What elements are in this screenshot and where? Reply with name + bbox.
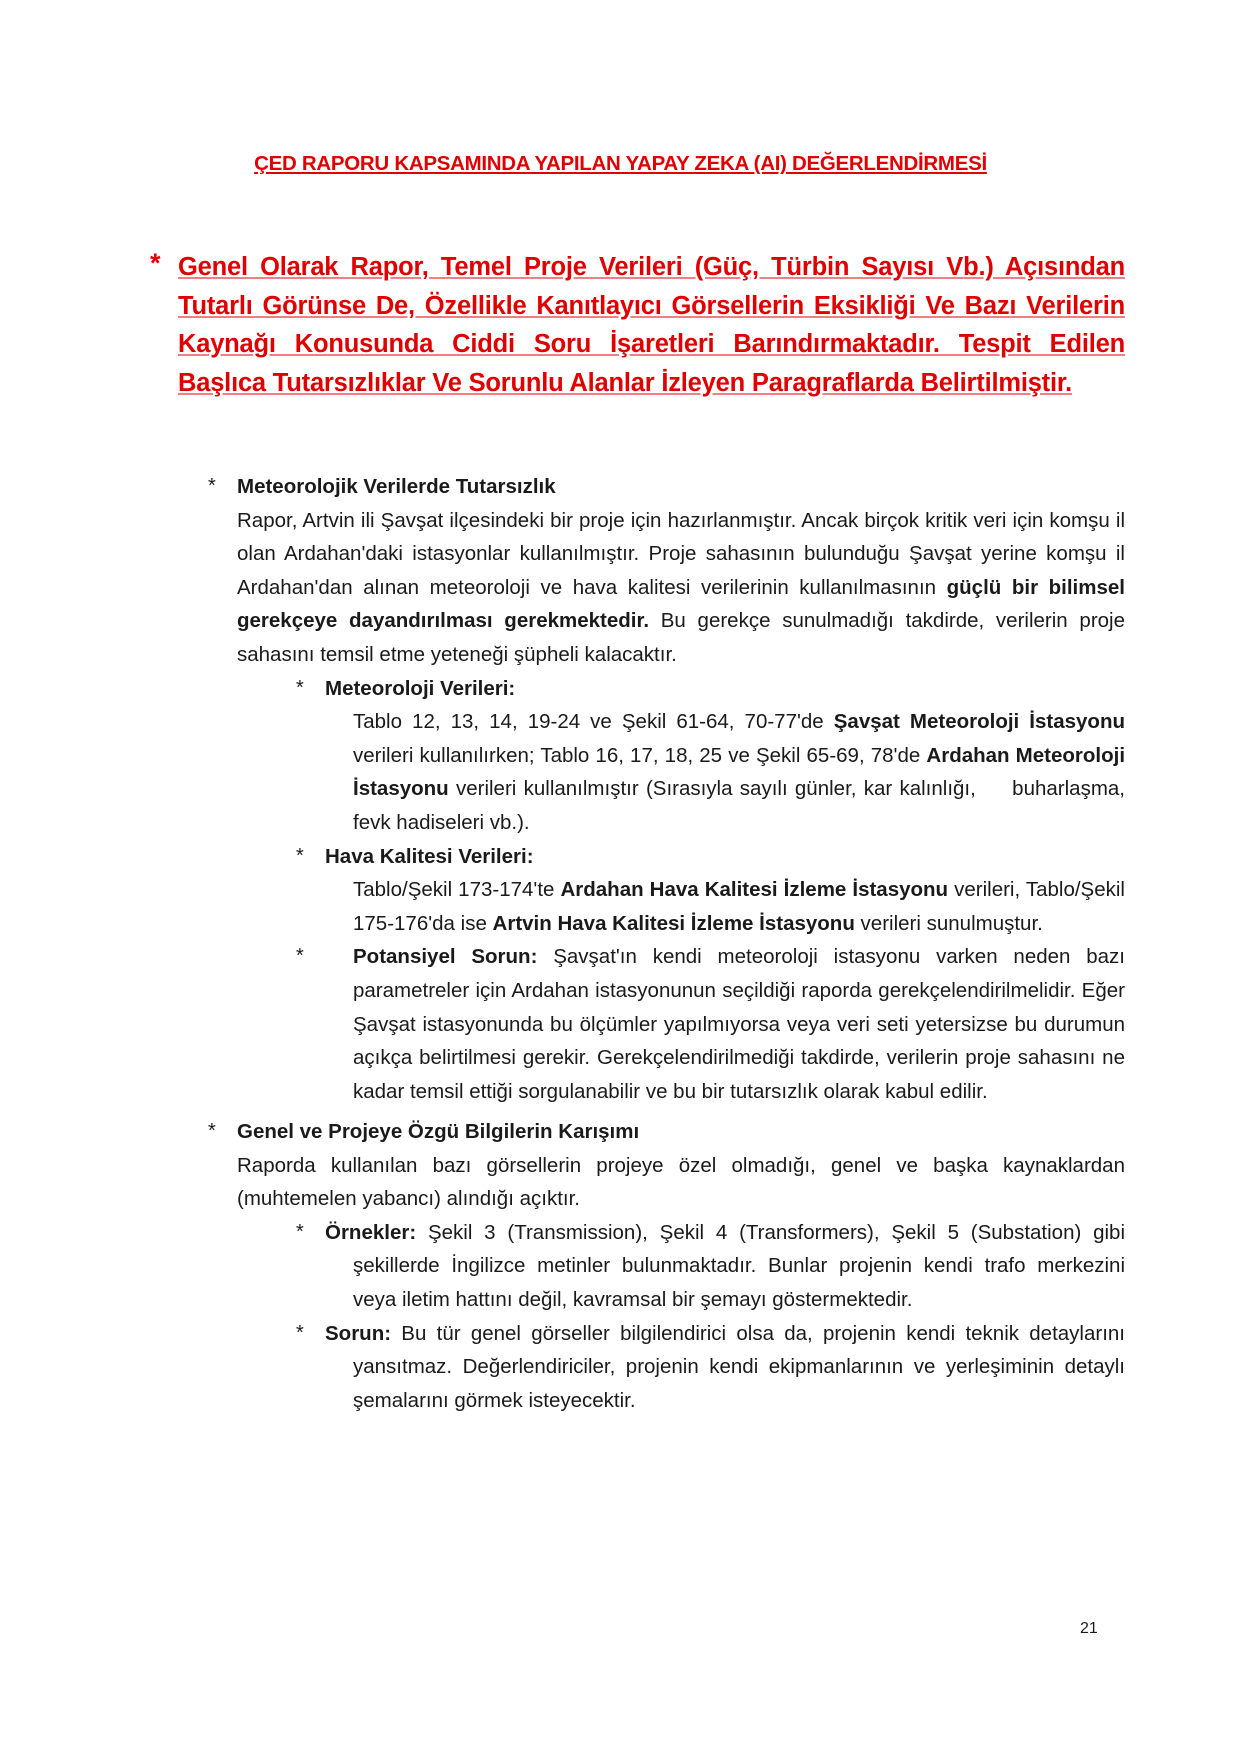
text: Tablo 12, 13, 14, 19-24 ve Şekil 61-64, 70-77'de (353, 710, 834, 734)
subitem-text (325, 1216, 1125, 1317)
subitem-text (353, 705, 1131, 839)
page-number: 21 (1080, 1620, 1098, 1637)
bullet-asterisk: * (208, 475, 216, 497)
text: verileri kullanılmıştır (Sırasıyla sayılı günler, kar kalınlığı, buharlaşma, fevk hadiseleri vb.). (353, 777, 1131, 834)
bullet-asterisk: * (296, 676, 304, 699)
section-heading: Meteorolojik Verilerde Tutarsızlık (237, 475, 556, 498)
subitem-text (325, 940, 1125, 1108)
subitem-air-quality-data (296, 840, 1125, 941)
text: Şavşat'ın kendi meteoroloji istasyonu varken neden bazı parametreler için Ardahan istasyonunun seçildiği raporda gerekçelendirilmelidir. Eğer Şavşat istasyonunda bu ölçümler yapılmıyorsa veya veri seti yetersizse bu durumun açıkça belirtilmesi gerekir. Gerekçelendirilmediği takdirde, verilerin proje sahasını ne kadar temsil ettiği sorgulanabilir ve bu bir tutarsızlık olarak kabul edilir. (353, 945, 1125, 1103)
subitem-examples (296, 1216, 1125, 1317)
intro-text: Genel Olarak Rapor, Temel Proje Verileri (Güç, Türbin Sayısı Vb.) Açısından Tutarlı Görünse De, Özellikle Kanıtlayıcı Görsellerin Eksikliği Ve Bazı Verilerin Kaynağı Konusunda Ciddi Soru İşaretleri Barındırmaktadır. Tespit Edilen Başlıca Tutarsızlıklar Ve Sorunlu Alanlar İzleyen Paragraflarda Belirtilmiştir. (178, 253, 1125, 397)
bullet-asterisk: * (150, 248, 161, 278)
bold-text: Şavşat Meteoroloji İstasyonu (833, 710, 1125, 734)
bold-text: Ardahan Meteoroloji İstasyonu (353, 743, 1126, 801)
text: verileri sunulmuştur. (854, 911, 1043, 935)
paragraph-text: Rapor, Artvin ili Şavşat ilçesindeki bir proje için hazırlanmıştır. Ancak birçok kritik veri için komşu il olan Ardahan'daki istasyonlar kullanılmıştır. Proje sahasının bulunduğu Şavşat yerine komşu il Ardahan'dan alınan meteoroloji ve hava kalitesi verilerinin kullanılmasının (237, 508, 1125, 599)
bullet-asterisk: * (296, 1321, 304, 1344)
section-paragraph: Raporda kullanılan bazı görsellerin projeye özel olmadığı, genel ve başka kaynaklardan (muhtemelen yabancı) alındığı açıktır. (237, 1153, 1125, 1211)
section-heading: Genel ve Projeye Özgü Bilgilerin Karışımı (237, 1120, 640, 1143)
bold-text: Artvin Hava Kalitesi İzleme İstasyonu (492, 911, 855, 935)
text: Şekil 3 (Transmission), Şekil 4 (Transformers), Şekil 5 (Substation) gibi şekillerde İngilizce metinler bulunmaktadır. Bunlar projenin kendi trafo merkezini veya iletim hattını değil, kavramsal bir şemayı göstermektedir. (353, 1220, 1125, 1311)
bullet-asterisk: * (296, 844, 304, 867)
subitem-text (353, 873, 1125, 940)
subitem-label: Potansiyel Sorun: (353, 945, 538, 969)
section-general-project-info-mix (208, 1115, 1125, 1417)
subitem-potential-problem (296, 940, 1125, 1108)
subitem-text (325, 1317, 1125, 1418)
document-title: ÇED RAPORU KAPSAMINDA YAPILAN YAPAY ZEKA (AI) DEĞERLENDİRMESİ (254, 152, 987, 175)
subitem-problem (296, 1317, 1125, 1418)
bullet-asterisk: * (296, 945, 304, 968)
text: verileri kullanılırken; Tablo 16, 17, 18, 25 ve Şekil 65-69, 78'de (353, 743, 927, 767)
subitem-heading: Hava Kalitesi Verileri: (325, 844, 534, 868)
subitem-meteorology-data (296, 672, 1131, 840)
text: Tablo/Şekil 173-174'te (353, 878, 561, 902)
bold-text: Ardahan Hava Kalitesi İzleme İstasyonu (560, 878, 949, 902)
intro-summary (150, 248, 1125, 402)
bullet-asterisk: * (208, 1120, 216, 1142)
paragraph-text: Bu gerekçe sunulmadığı takdirde, verilerin proje sahasını temsil etme yeteneği şüpheli kalacaktır. (237, 609, 1125, 666)
paragraph-bold-text: güçlü bir bilimsel gerekçeye dayandırılması gerekmektedir. (237, 575, 1125, 633)
bullet-asterisk: * (296, 1220, 304, 1243)
section-paragraph (237, 504, 1125, 672)
text: verileri, Tablo/Şekil 175-176'da ise (353, 878, 1125, 935)
subitem-label: Örnekler: (325, 1220, 417, 1244)
subitem-label: Sorun: (325, 1321, 392, 1345)
text: Bu tür genel görseller bilgilendirici olsa da, projenin kendi teknik detaylarını yansıtmaz. Değerlendiriciler, projenin kendi ekipmanlarının ve yerleşiminin detaylı şemalarını görmek isteyecektir. (353, 1321, 1125, 1412)
section-meteorological-inconsistency (208, 470, 1131, 1108)
subitem-heading: Meteoroloji Verileri: (325, 676, 516, 700)
